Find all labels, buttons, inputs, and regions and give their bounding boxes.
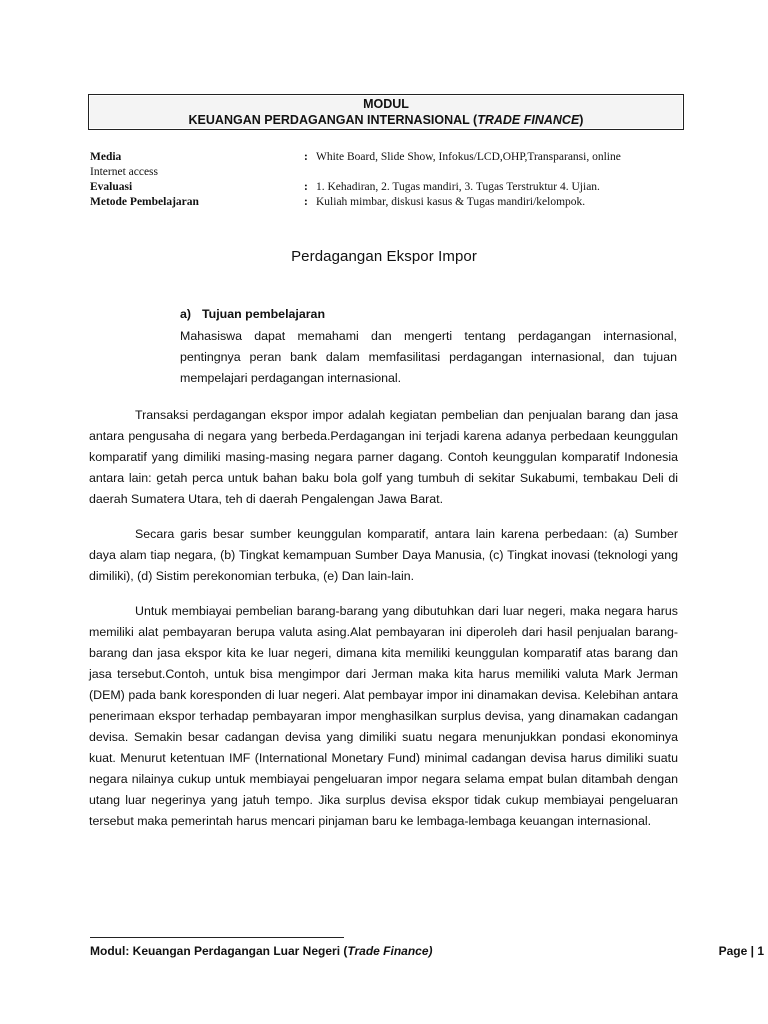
paragraph-2: Secara garis besar sumber keunggulan komparatif, antara lain karena perbedaan: (a) Sumber daya alam tiap negara, (b) Tingkat kemampuan Sumber Daya Manusia, (c) Tingkat inovasi (teknologi yang dimiliki), (d) Sistim perekonomian terbuka, (e) Dan lain-lain. bbox=[89, 527, 678, 583]
footer-divider bbox=[90, 937, 344, 938]
evaluasi-value: 1. Kehadiran, 2. Tugas mandiri, 3. Tugas Terstruktur 4. Ujian. bbox=[316, 181, 600, 193]
meta-row-evaluasi bbox=[90, 180, 690, 195]
paragraph-1: Transaksi perdagangan ekspor impor adalah kegiatan pembelian dan penjualan barang dan jasa antara pengusaha di negara yang berbeda.Perdagangan ini terjadi karena adanya perbedaan keunggulan komparatif yang dimiliki masing-masing negara parner dagang. Contoh keunggulan komparatif Indonesia antara lain: getah perca untuk bahan baku bola golf yang tumbuh di sekitar Sukabumi, tembakau Deli di daerah Sumatera Utara, teh di daerah Pengalengan Jawa Barat. bbox=[89, 408, 678, 506]
module-title-box bbox=[88, 94, 684, 130]
module-label: MODUL bbox=[363, 97, 409, 111]
evaluasi-label: Evaluasi bbox=[90, 181, 133, 193]
paragraph-3: Untuk membiayai pembelian barang-barang yang dibutuhkan dari luar negeri, maka negara harus memiliki alat pembayaran berupa valuta asing.Alat pembayaran ini diperoleh dari hasil penjualan barang-barang dan jasa ekspor kita ke luar negeri, dimana kita memiliki keunggulan komparatif atas barang dan jasa tersebut.Contoh, untuk bisa mengimpor dari Jerman maka kita harus memiliki valuta Mark Jerman (DEM) pada bank koresponden di luar negeri. Alat pembayar impor ini dinamakan devisa. Kelebihan antara penerimaan ekspor terhadap pembayaran impor menghasilkan surplus devisa, yang dinamakan cadangan devisa. Semakin besar cadangan devisa yang dimiliki suatu negara menunjukkan pondasi ekonominya kuat. Menurut ketentuan IMF (International Monetary Fund) minimal cadangan devisa harus dimiliki suatu negara nilainya cukup untuk membiayai pengeluaran impor negara selama empat bulan ditambah dengan utang luar negerinya yang jatuh tempo. Jika surplus devisa ekspor tidak cukup membiayai pengeluaran tersebut maka pemerintah harus mencari pinjaman baru ke lembaga-lembaga keuangan internasional. bbox=[89, 604, 678, 828]
module-title-close: ) bbox=[579, 113, 584, 127]
learning-objective bbox=[180, 305, 677, 389]
media-label: Media bbox=[90, 151, 122, 163]
objective-text: Mahasiswa dapat memahami dan mengerti tentang perdagangan internasional, pentingnya peran bank dalam memfasilitasi perdagangan internasional, dan tujuan mempelajari perdagangan internasional. bbox=[180, 329, 677, 385]
module-title bbox=[89, 112, 683, 128]
footer-module-title bbox=[90, 944, 433, 958]
page-number: Page | 1 bbox=[718, 944, 764, 958]
footer-title-italic: Trade Finance) bbox=[347, 944, 433, 958]
evaluasi-colon: : bbox=[304, 181, 308, 193]
metode-colon: : bbox=[304, 196, 308, 208]
section-heading: Perdagangan Ekspor Impor bbox=[291, 248, 477, 265]
course-meta bbox=[90, 150, 690, 210]
media-value: White Board, Slide Show, Infokus/LCD,OHP,Transparansi, online bbox=[316, 151, 621, 163]
objective-marker: a) bbox=[180, 307, 192, 321]
objective-title: Tujuan pembelajaran bbox=[202, 307, 326, 321]
meta-row-metode bbox=[90, 195, 690, 210]
meta-row-internet bbox=[90, 165, 690, 180]
metode-value: Kuliah mimbar, diskusi kasus & Tugas mandiri/kelompok. bbox=[316, 196, 586, 208]
meta-row-media bbox=[90, 150, 690, 165]
metode-label: Metode Pembelajaran bbox=[90, 196, 199, 208]
module-title-main: KEUANGAN PERDAGANGAN INTERNASIONAL ( bbox=[188, 113, 478, 127]
footer-title-main: Modul: Keuangan Perdagangan Luar Negeri ( bbox=[90, 944, 348, 958]
module-title-italic: TRADE FINANCE bbox=[477, 113, 580, 127]
media-colon: : bbox=[304, 151, 308, 163]
objective-heading bbox=[180, 305, 677, 323]
internet-access-label: Internet access bbox=[90, 166, 159, 178]
